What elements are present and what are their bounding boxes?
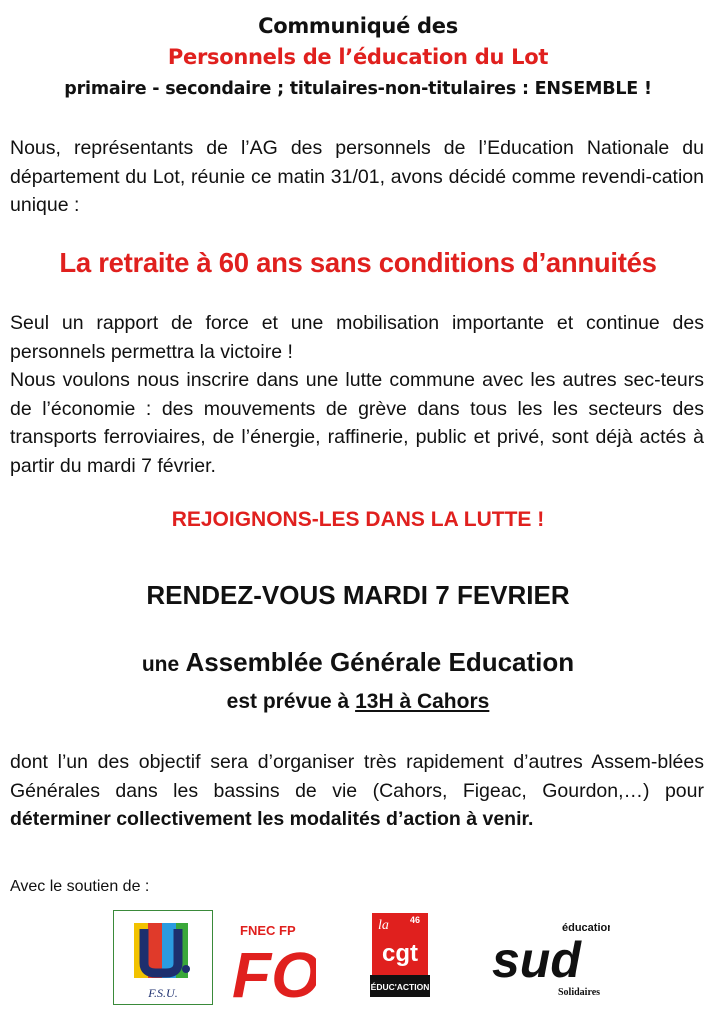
meeting-detail-prefix: est prévue à xyxy=(226,690,350,713)
body-p2: Nous voulons nous inscrire dans une lutte commune avec les autres sec-teurs de l’économie : des mouvements de grève dans tous les les secteurs des transports ferroviaires, de l’énergie, raffinerie, public et privé, sont déjà actés à partir du mardi 7 février. xyxy=(10,369,704,477)
fsu-text: F.S.U. xyxy=(148,986,178,1000)
meeting-detail xyxy=(0,690,716,714)
support-label: Avec le soutien de : xyxy=(10,878,150,895)
fo-logo xyxy=(230,917,316,1003)
sud-logo xyxy=(490,917,610,997)
closing-text: dont l’un des objectif sera d’organiser très rapidement d’autres Assem-blées Générales dans les bassins de vie (Cahors, Figeac, Gourdon,…) pour xyxy=(10,751,704,802)
call-to-action: REJOIGNONS-LES DANS LA LUTTE ! xyxy=(171,508,545,531)
closing-paragraph xyxy=(10,748,704,834)
sud-bottom-text: Solidaires xyxy=(558,987,601,997)
sud-top-text: éducation xyxy=(562,922,610,934)
meeting-title xyxy=(0,647,716,678)
fo-top-text: FNEC FP xyxy=(240,923,296,938)
meeting-time: 13H à Cahors xyxy=(355,690,490,713)
cgt-number: 46 xyxy=(410,915,421,925)
sud-text: sud xyxy=(492,932,581,988)
meeting-title-text: Assemblée Générale Education xyxy=(185,647,575,677)
meeting-prefix: une xyxy=(141,653,180,676)
body-p1: Seul un rapport de force et une mobilisation importante et continue des personnels permettra la victoire ! xyxy=(10,312,704,363)
meeting-date: RENDEZ-VOUS MARDI 7 FEVRIER xyxy=(146,580,570,610)
cgt-text: cgt xyxy=(382,940,418,967)
closing-bold: déterminer collectivement les modalités d’action à venir. xyxy=(10,808,534,830)
body-paragraph xyxy=(10,309,704,480)
header-line-2: Personnels de l’éducation du Lot xyxy=(167,45,549,69)
header-line-1: Communiqué des xyxy=(258,14,458,38)
cgt-top-text: la xyxy=(378,918,389,933)
fsu-logo xyxy=(113,910,213,1005)
cgt-bottom-text: ÉDUC'ACTION xyxy=(370,982,430,992)
intro-paragraph: Nous, représentants de l’AG des personnels de l’Education Nationale du département du Lot, réunie ce matin 31/01, avons décidé comme revendi-cation unique : xyxy=(10,137,704,216)
header-line-3: primaire - secondaire ; titulaires-non-titulaires : ENSEMBLE ! xyxy=(64,79,652,99)
cgt-logo xyxy=(368,911,434,999)
fo-text: FO xyxy=(232,939,316,1003)
slogan: La retraite à 60 ans sans conditions d’annuités xyxy=(59,247,657,278)
logos-row xyxy=(0,905,716,1005)
